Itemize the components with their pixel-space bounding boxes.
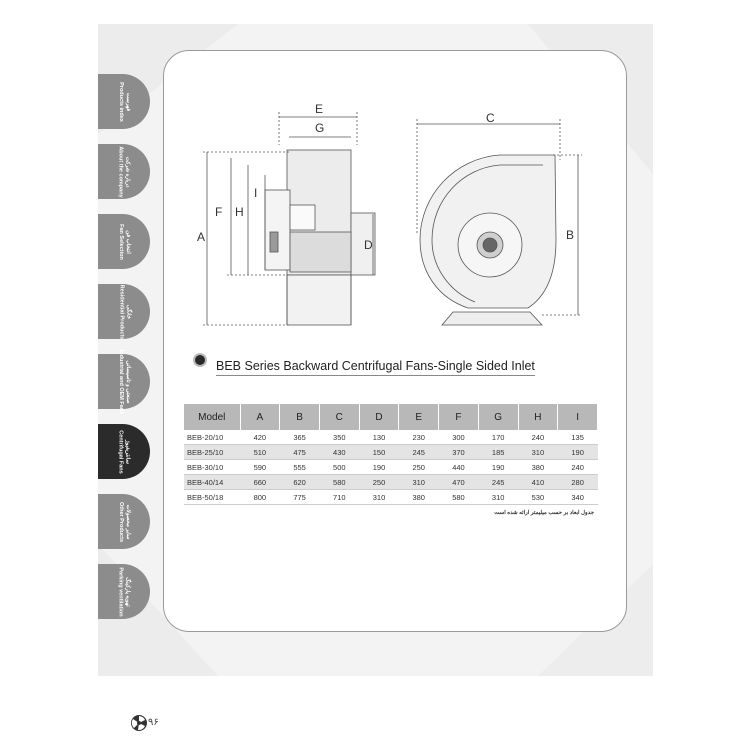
table-cell: 440 [439,460,479,475]
table-cell: 240 [518,430,558,445]
sidebar-item-label-fa: فهرست [124,92,131,111]
table-cell: 240 [558,460,598,475]
sidebar-item-label-fa: صنعتی و تاسیساتی [125,359,132,404]
sidebar-item-label-en: Centrifugal Fans [118,429,124,474]
table-cell: BEB-25/10 [184,445,240,460]
table-header: I [558,404,598,430]
sidebar-item-label-fa: سایر محصولات [124,504,131,539]
table-cell: BEB-20/10 [184,430,240,445]
side-view [197,102,375,325]
table-cell: 590 [240,460,280,475]
sidebar-item-label-fa: تهویه پارکینگ [125,576,131,607]
table-row [184,490,598,505]
table-cell: 380 [399,490,439,505]
sidebar-item-label-en: Industrial and OEM Fans [118,349,125,414]
table-cell: 510 [240,445,280,460]
dim-label-e: E [315,102,324,116]
table-header: A [240,404,280,430]
table-header: C [319,404,359,430]
table-cell: 620 [280,475,320,490]
sidebar-item-label-fa: درباره شرکت [125,155,131,188]
page-number: ۹۶ [148,717,159,728]
table-cell: BEB-30/10 [184,460,240,475]
table-header: Model [184,404,240,430]
table-cell: 800 [240,490,280,505]
sidebar-item-label-en: Other Products [117,501,124,542]
table-cell: 230 [399,430,439,445]
table-cell: 310 [518,445,558,460]
sidebar-item-label-fa: خانگی [125,304,131,319]
table-cell: 190 [359,460,399,475]
dim-label-c: C [486,111,495,125]
table-cell: 280 [558,475,598,490]
table-header-row [184,404,598,430]
dim-label-a: A [197,230,206,244]
table-cell: 410 [518,475,558,490]
dim-label-d: D [364,238,373,252]
table-cell: 475 [280,445,320,460]
sidebar-item-label-fa: سانتریفیوژ [125,439,131,464]
sidebar-item-label-en: Parking ventilation [118,566,124,617]
table-cell: 470 [439,475,479,490]
table-cell: 555 [280,460,320,475]
table-cell: 340 [558,490,598,505]
table-header: B [280,404,320,430]
table-cell: 580 [319,475,359,490]
dim-label-f: F [215,205,223,219]
table-cell: 500 [319,460,359,475]
dimension-table [184,404,598,505]
fan-logo-icon [130,714,148,732]
table-row [184,445,598,460]
table-row [184,430,598,445]
table-header: D [359,404,399,430]
dim-label-h: H [235,205,244,219]
sidebar-item-label-en: About the company [118,145,124,198]
front-view [417,111,582,325]
table-cell: 310 [359,490,399,505]
dim-label-g: G [315,121,325,135]
table-cell: BEB-50/18 [184,490,240,505]
section-bullet-icon [193,353,207,367]
sidebar-item-label-en: Residential Products [118,284,124,339]
table-cell: 420 [240,430,280,445]
table-cell: 245 [478,475,518,490]
table-note: جدول ابعاد بر حسب میلیمتر ارائه شده است [494,510,594,516]
table-cell: 190 [558,445,598,460]
table-cell: 135 [558,430,598,445]
table-cell: 370 [439,445,479,460]
table-header: H [518,404,558,430]
table-cell: 660 [240,475,280,490]
table-cell: 245 [399,445,439,460]
table-cell: 250 [399,460,439,475]
table-cell: 710 [319,490,359,505]
table-cell: BEB-40/14 [184,475,240,490]
table-cell: 430 [319,445,359,460]
table-cell: 170 [478,430,518,445]
sidebar-item-label-fa: انتخاب فن [124,229,131,254]
table-row [184,475,598,490]
table-cell: 530 [518,490,558,505]
section-title: BEB Series Backward Centrifugal Fans-Single Sided Inlet [216,359,535,376]
table-cell: 775 [280,490,320,505]
table-cell: 190 [478,460,518,475]
table-cell: 150 [359,445,399,460]
sidebar-item-label-en: Fan Selection [117,223,124,260]
table-cell: 350 [319,430,359,445]
table-cell: 250 [359,475,399,490]
table-cell: 365 [280,430,320,445]
table-row [184,460,598,475]
dim-label-b: B [566,228,575,242]
table-cell: 380 [518,460,558,475]
table-cell: 310 [399,475,439,490]
table-cell: 185 [478,445,518,460]
table-header: E [399,404,439,430]
table-cell: 300 [439,430,479,445]
table-cell: 310 [478,490,518,505]
table-header: F [439,404,479,430]
dim-label-i: I [254,186,258,200]
table-cell: 130 [359,430,399,445]
sidebar-item-label-en: Products index [117,81,124,122]
table-cell: 580 [439,490,479,505]
table-header: G [478,404,518,430]
